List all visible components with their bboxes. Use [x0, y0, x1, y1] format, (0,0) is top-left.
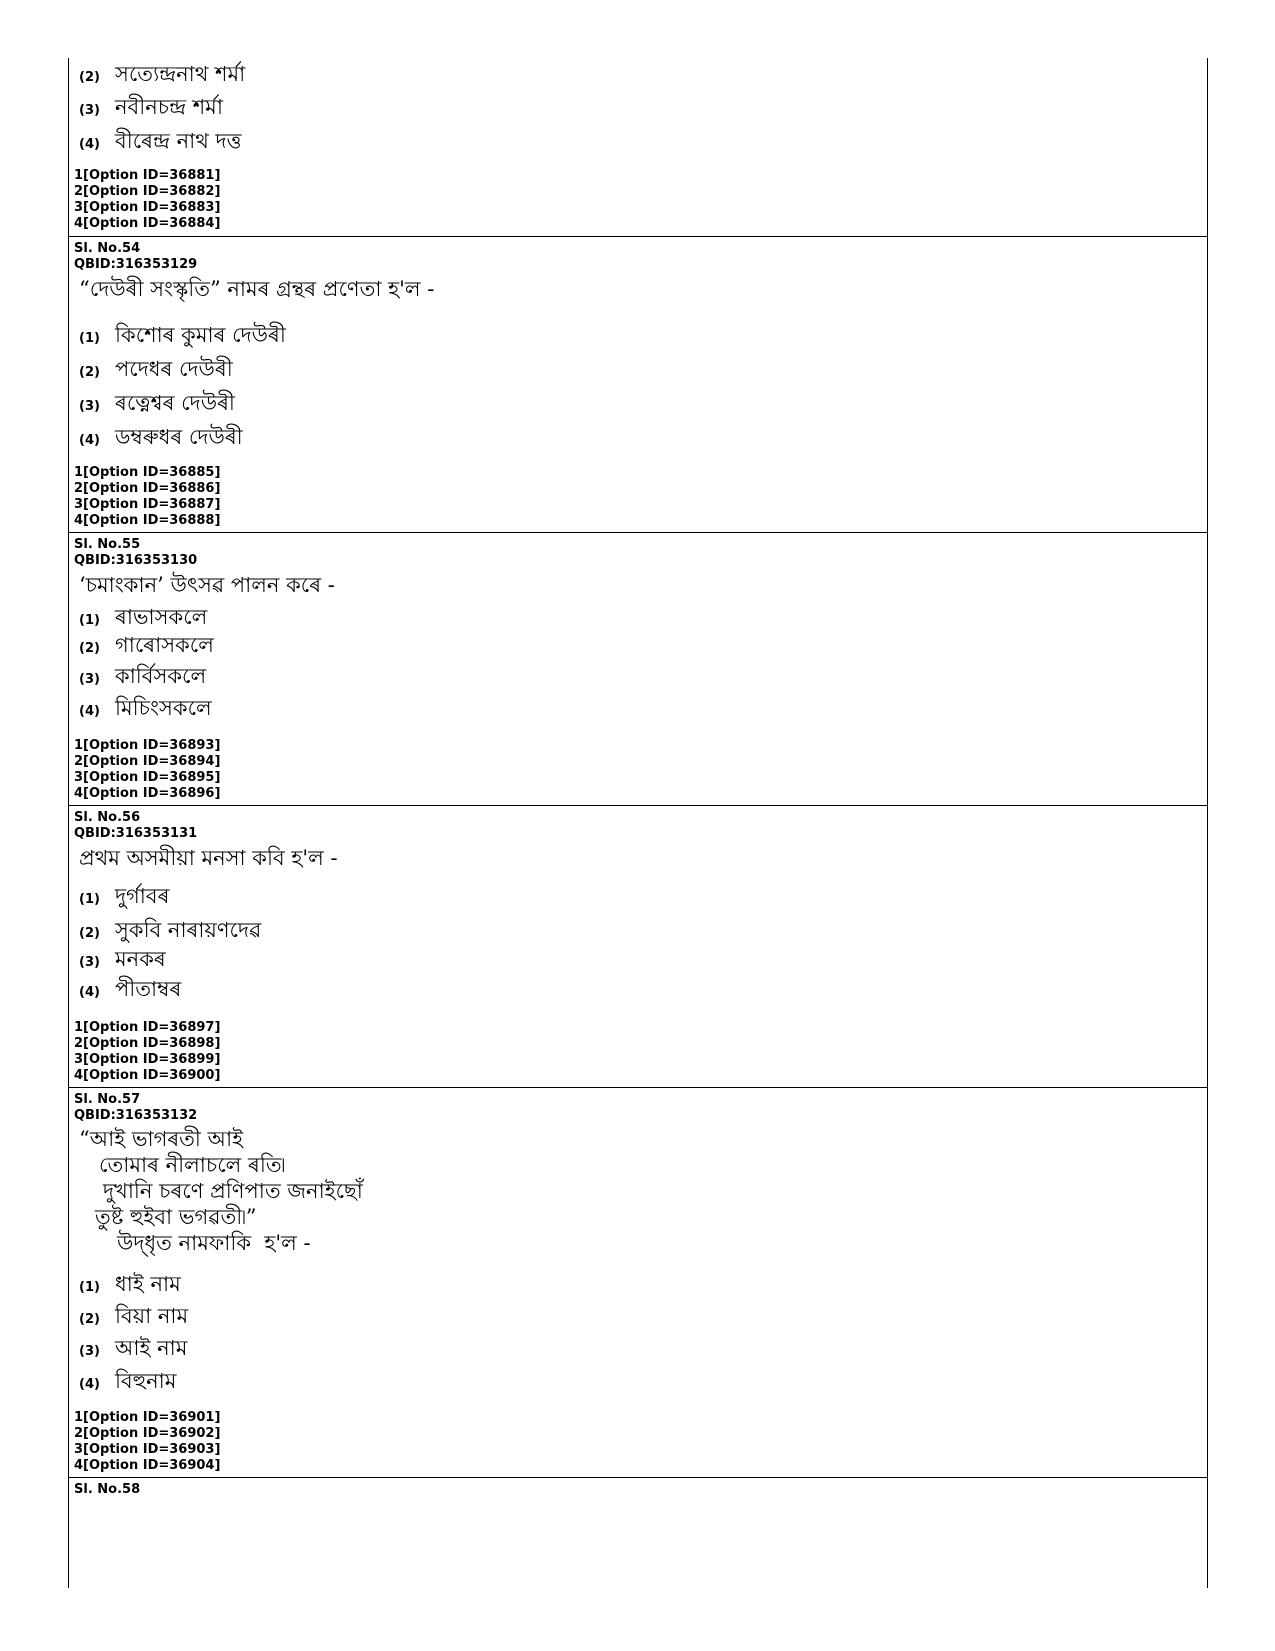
option-id-list — [74, 738, 220, 802]
option-number: (1) — [79, 331, 100, 346]
option — [79, 353, 233, 388]
question-block-58 — [69, 1477, 1207, 1588]
verse-line: “আই ভাগৰতী আই — [79, 1127, 244, 1151]
serial-number: Sl. No.56 — [74, 810, 141, 825]
option-id: 1[Option ID=36885] — [74, 465, 221, 480]
option — [79, 319, 286, 354]
question-block-55 — [69, 532, 1207, 805]
question-text: উদ্‌ধৃত নামফাকি হ'ল - — [117, 1231, 311, 1255]
option-text: নবীনচন্দ্ৰ শৰ্মা — [115, 95, 223, 119]
option-id: 3[Option ID=36899] — [74, 1052, 221, 1067]
option-number: (1) — [79, 892, 100, 907]
question-paper — [68, 58, 1208, 1588]
option-id: 3[Option ID=36895] — [74, 770, 221, 785]
option-id: 1[Option ID=36881] — [74, 168, 221, 183]
option-number: (4) — [79, 1377, 100, 1392]
question-text: প্ৰথম অসমীয়া মনসা কবি হ'ল - — [79, 846, 338, 870]
option-id: 4[Option ID=36896] — [74, 786, 221, 801]
option-id: 2[Option ID=36898] — [74, 1036, 221, 1051]
option — [79, 1300, 188, 1335]
option-text: কিশোৰ কুমাৰ দেউৰী — [115, 323, 286, 347]
serial-number: Sl. No.57 — [74, 1092, 141, 1107]
option-text: আই নাম — [115, 1336, 188, 1360]
question-text: “দেউৰী সংস্কৃতি” নামৰ গ্ৰন্থৰ প্ৰণেতা হ'ল - — [79, 277, 435, 301]
option-number: (2) — [79, 1312, 100, 1327]
option — [79, 1365, 176, 1400]
option-number: (1) — [79, 1280, 100, 1295]
question-block-53 — [69, 58, 1207, 236]
option — [79, 1268, 181, 1303]
question-block-56 — [69, 805, 1207, 1087]
option-number: (1) — [79, 613, 100, 628]
qbid: QBID:316353131 — [74, 826, 198, 841]
option — [79, 58, 245, 93]
option-number: (4) — [79, 137, 100, 152]
option-text: পদেধৰ দেউৰী — [115, 357, 233, 381]
option-number: (3) — [79, 103, 100, 118]
option-number: (4) — [79, 704, 100, 719]
question-block-54 — [69, 236, 1207, 532]
option-text: সুকবি নাৰায়ণদেৱ — [115, 918, 262, 942]
option-id-list — [74, 1410, 220, 1474]
option-id-list — [74, 168, 220, 232]
option-id: 2[Option ID=36886] — [74, 481, 221, 496]
option-text: ধাই নাম — [115, 1272, 181, 1296]
option-id-list — [74, 1020, 220, 1084]
option-id: 1[Option ID=36901] — [74, 1410, 221, 1425]
option — [79, 1332, 187, 1367]
serial-number: Sl. No.58 — [74, 1482, 141, 1497]
option-id: 2[Option ID=36894] — [74, 754, 221, 769]
option — [79, 387, 235, 422]
option — [79, 91, 223, 126]
option-text: দুৰ্গাবৰ — [115, 884, 170, 908]
qbid: QBID:316353132 — [74, 1108, 198, 1123]
qbid: QBID:316353129 — [74, 257, 198, 272]
question-block-57 — [69, 1087, 1207, 1477]
option-number: (2) — [79, 365, 100, 380]
option-id: 4[Option ID=36904] — [74, 1458, 221, 1473]
option — [79, 660, 206, 695]
serial-number: Sl. No.55 — [74, 537, 141, 552]
question-text: ‘চমাংকান’ উৎসৱ পালন কৰে - — [79, 573, 335, 597]
option-id: 1[Option ID=36897] — [74, 1020, 221, 1035]
option-id: 2[Option ID=36882] — [74, 184, 221, 199]
option-number: (3) — [79, 672, 100, 687]
option — [79, 125, 242, 160]
option — [79, 692, 212, 727]
option-id: 1[Option ID=36893] — [74, 738, 221, 753]
option-text: ডম্বৰুধৰ দেউৰী — [115, 425, 243, 449]
option-number: (3) — [79, 399, 100, 414]
option-text: ৰাভাসকলে — [115, 605, 208, 629]
option-id: 4[Option ID=36888] — [74, 513, 221, 528]
option-text: গাৰোসকলে — [115, 633, 214, 657]
option-number: (2) — [79, 641, 100, 656]
option-number: (4) — [79, 985, 100, 1000]
option-number: (4) — [79, 433, 100, 448]
option-id: 4[Option ID=36900] — [74, 1068, 221, 1083]
verse-line: দুখানি চৰণে প্ৰণিপাত জনাইছোঁ — [103, 1179, 363, 1203]
option-text: বীৰেন্দ্ৰ নাথ দত্ত — [115, 129, 242, 153]
option-id-list — [74, 465, 220, 529]
option-text: পীতাম্বৰ — [115, 977, 182, 1001]
option — [79, 973, 181, 1008]
option-id: 3[Option ID=36883] — [74, 200, 221, 215]
option-id: 3[Option ID=36903] — [74, 1442, 221, 1457]
option — [79, 880, 169, 915]
option-text: কাৰ্বিসকলে — [115, 664, 207, 688]
option — [79, 421, 243, 456]
option-text: বিহুনাম — [115, 1369, 177, 1393]
qbid: QBID:316353130 — [74, 553, 198, 568]
option-number: (2) — [79, 70, 100, 85]
serial-number: Sl. No.54 — [74, 241, 141, 256]
option-text: ৰত্নেশ্বৰ দেউৰী — [115, 391, 235, 415]
option-text: সত্যেন্দ্ৰনাথ শৰ্মা — [115, 62, 246, 86]
option-number: (2) — [79, 926, 100, 941]
option-text: বিয়া নাম — [115, 1304, 189, 1328]
option-id: 4[Option ID=36884] — [74, 216, 221, 231]
option-id: 2[Option ID=36902] — [74, 1426, 221, 1441]
verse-line: তুষ্ট হুইবা ভগৱতী৷” — [95, 1205, 257, 1229]
option-text: মিচিংসকলে — [115, 696, 212, 720]
option-number: (3) — [79, 1344, 100, 1359]
option — [79, 629, 214, 664]
verse-line: তোমাৰ নীলাচলে ৰতি৷ — [99, 1153, 286, 1177]
option-text: মনকৰ — [115, 947, 166, 971]
option-number: (3) — [79, 955, 100, 970]
option-id: 3[Option ID=36887] — [74, 497, 221, 512]
